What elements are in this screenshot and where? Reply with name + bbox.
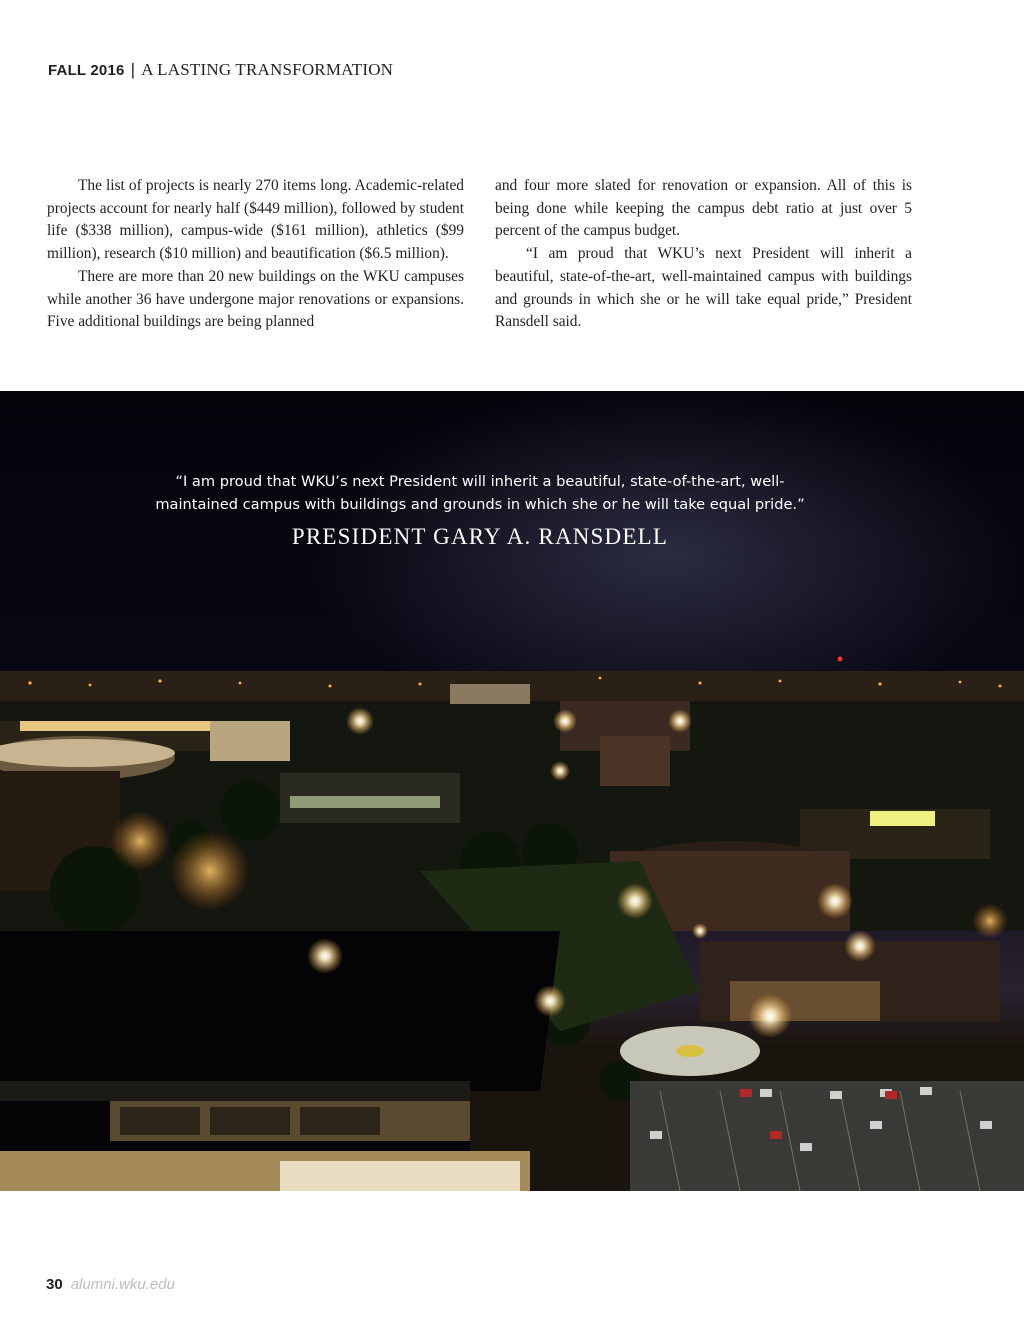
quote-attribution: PRESIDENT GARY A. RANSDELL bbox=[291, 524, 669, 549]
pull-quote-line: “I am proud that WKU’s next President will inherit a beautiful, state-of-the-art, well- bbox=[175, 473, 785, 490]
issue-label: FALL 2016 bbox=[48, 62, 125, 79]
article-paragraph: “I am proud that WKU’s next President will inherit a beautiful, state-of-the-art, well-maintained campus with buildings and grounds in which she or he will take equal pride,” President Ransdell said. bbox=[495, 245, 912, 331]
header-separator: | bbox=[130, 60, 136, 79]
article-right-column bbox=[495, 175, 912, 334]
article-paragraph: There are more than 20 new buildings on the WKU campuses while another 36 have undergone major renovations or expansions. Five additional buildings are being planned bbox=[47, 267, 464, 331]
article-left-column bbox=[47, 175, 464, 334]
section-title: A LASTING TRANSFORMATION bbox=[141, 60, 394, 79]
page-footer bbox=[46, 1276, 175, 1294]
article-paragraph: The list of projects is nearly 270 items long. Academic-related projects account for nearly half ($449 million), followed by student life ($338 million), campus-wide ($161 million), athletics ($99 million), research ($10 million) and beautification ($6.5 million). bbox=[47, 177, 464, 263]
page-number: 30 bbox=[46, 1276, 63, 1293]
pull-quote-line: maintained campus with buildings and grounds in which she or he will take equal pride.” bbox=[155, 496, 805, 513]
pull-quote bbox=[0, 470, 960, 516]
article-paragraph: and four more slated for renovation or expansion. All of this is being done while keeping the campus debt ratio at just over 5 percent of the campus budget. bbox=[495, 177, 912, 240]
footer-url: alumni.wku.edu bbox=[70, 1276, 175, 1293]
running-header bbox=[48, 60, 393, 80]
